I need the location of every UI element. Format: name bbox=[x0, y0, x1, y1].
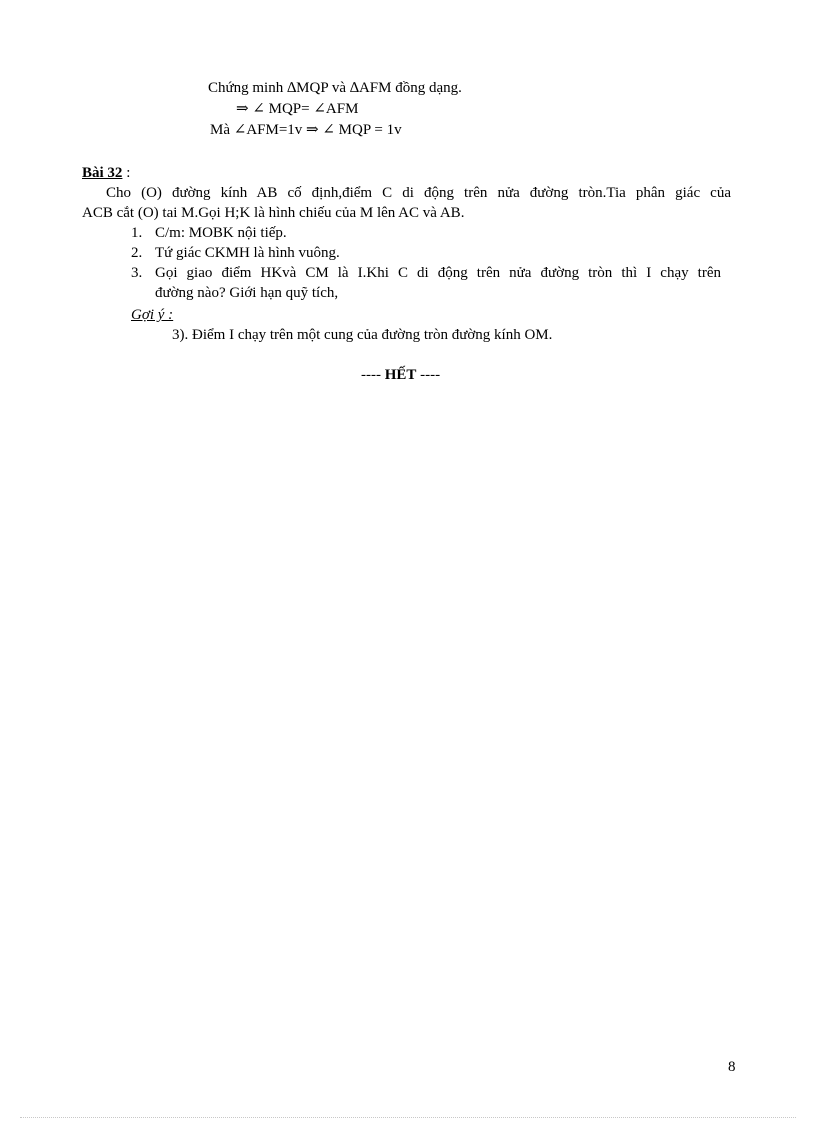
hint-text: 3). Điểm I chạy trên một cung của đường tròn đường kính OM. bbox=[172, 327, 553, 343]
list-item-text: Gọi giao điểm HKvà CM là I.Khi C di động trên nửa đường tròn thì I chạy trên bbox=[155, 265, 721, 281]
end-marker-label: HẾT bbox=[384, 367, 417, 383]
end-marker-prefix: ---- bbox=[361, 367, 385, 383]
hint-label: Gợi ý : bbox=[131, 307, 174, 323]
problem-heading bbox=[82, 164, 130, 182]
problem-statement-line-2: ACB cắt (O) tai M.Gọi H;K là hình chiếu của M lên AC và AB. bbox=[82, 205, 465, 221]
problem-statement-line-1: Cho (O) đường kính AB cố định,điểm C di động trên nửa đường tròn.Tia phân giác của bbox=[106, 185, 731, 201]
list-item-text-continued: đường nào? Giới hạn quỹ tích, bbox=[155, 285, 339, 301]
end-marker bbox=[361, 366, 440, 384]
problem-title-suffix: : bbox=[122, 165, 131, 181]
proof-line-1: Chứng minh ∆MQP và ∆AFM đồng dạng. bbox=[208, 80, 462, 96]
list-item-number: 2. bbox=[131, 245, 143, 261]
page-number: 8 bbox=[728, 1059, 736, 1075]
end-marker-suffix: ---- bbox=[416, 367, 441, 383]
page-bottom-border bbox=[20, 1117, 796, 1118]
list-item-number: 3. bbox=[131, 265, 143, 281]
problem-title: Bài 32 bbox=[82, 165, 123, 181]
proof-line-3: Mà ∠AFM=1v ⇒ ∠ MQP = 1v bbox=[210, 122, 402, 138]
list-item-number: 1. bbox=[131, 225, 143, 241]
list-item-text: Tứ giác CKMH là hình vuông. bbox=[155, 245, 340, 261]
proof-line-2: ⇒ ∠ MQP= ∠AFM bbox=[236, 101, 359, 117]
list-item-text: C/m: MOBK nội tiếp. bbox=[155, 225, 287, 241]
